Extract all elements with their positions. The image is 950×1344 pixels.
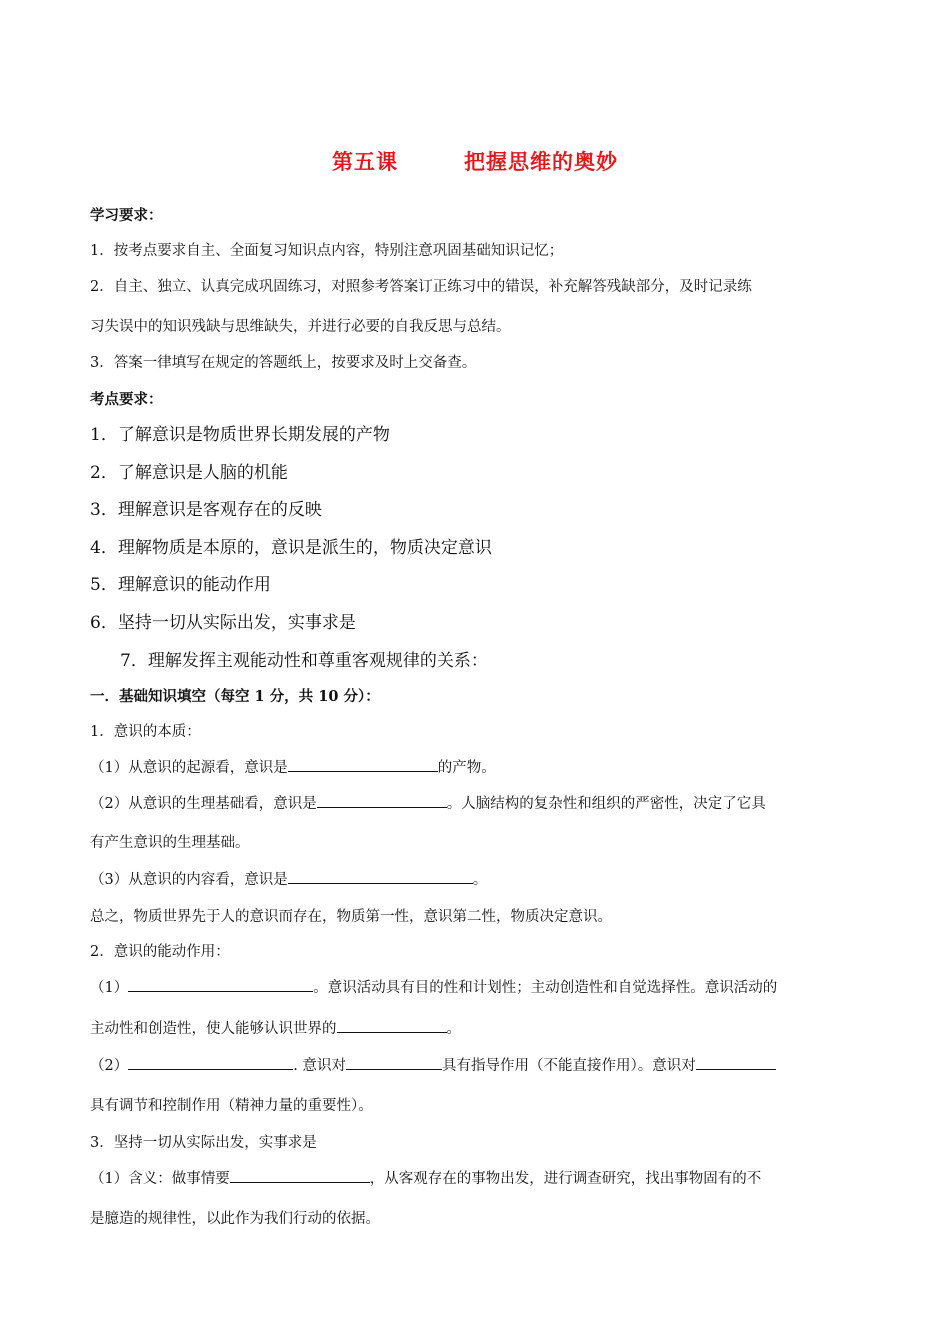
study-item-2-cont: 习失误中的知识残缺与思维缺失，并进行必要的自我反思与总结。 bbox=[90, 319, 511, 335]
answer-blank[interactable] bbox=[337, 1019, 447, 1033]
exam-item-1: 1．了解意识是物质世界长期发展的产物 bbox=[90, 425, 390, 445]
exam-item-5: 5．理解意识的能动作用 bbox=[90, 575, 271, 595]
answer-blank[interactable] bbox=[230, 1169, 370, 1183]
q3-title: 3．坚持一切从实际出发，实事求是 bbox=[90, 1135, 317, 1151]
study-item-3: 3．答案一律填写在规定的答题纸上，按要求及时上交备查。 bbox=[90, 355, 477, 371]
answer-blank[interactable] bbox=[317, 794, 447, 808]
q3-a: （1）含义：做事情要 ，从客观存在的事物出发，进行调查研究，找出事物固有的不 bbox=[90, 1171, 762, 1187]
q1-summary: 总之，物质世界先于人的意识而存在，物质第一性，意识第二性，物质决定意识。 bbox=[90, 909, 612, 925]
q1-a: （1）从意识的起源看，意识是 的产物。 bbox=[90, 760, 496, 776]
q2-b-cont: 具有调节和控制作用（精神力量的重要性）。 bbox=[90, 1098, 373, 1114]
q2-b: （2） . 意识对 具有指导作用（不能直接作用）。意识对 bbox=[90, 1054, 870, 1075]
study-heading: 学习要求： bbox=[90, 207, 163, 224]
q2-a: （1） 。意识活动具有目的性和计划性；主动创造性和自觉选择性。意识活动的 bbox=[90, 980, 778, 996]
q2-a-cont: 主动性和创造性，使人能够认识世界的 。 bbox=[90, 1021, 461, 1037]
q1-title: 1．意识的本质： bbox=[90, 724, 201, 740]
answer-blank[interactable] bbox=[346, 1056, 442, 1070]
answer-blank[interactable] bbox=[128, 978, 313, 992]
exam-item-3: 3．理解意识是客观存在的反映 bbox=[90, 500, 322, 520]
answer-blank[interactable] bbox=[696, 1056, 776, 1070]
exam-heading: 考点要求： bbox=[90, 391, 163, 408]
lesson-title: 把握思维的奥妙 bbox=[464, 149, 618, 174]
page-title bbox=[0, 146, 950, 176]
exam-item-6: 6．坚持一切从实际出发，实事求是 bbox=[90, 613, 356, 633]
q1-c: （3）从意识的内容看，意识是 。 bbox=[90, 872, 488, 888]
answer-blank[interactable] bbox=[128, 1056, 293, 1070]
section1-heading: 一．基础知识填空（每空 1 分，共 10 分）： bbox=[90, 688, 380, 705]
q3-a-cont: 是臆造的规律性，以此作为我们行动的依据。 bbox=[90, 1211, 380, 1227]
q1-b: （2）从意识的生理基础看，意识是 。人脑结构的复杂性和组织的严密性，决定了它具 bbox=[90, 796, 766, 812]
exam-item-2: 2．了解意识是人脑的机能 bbox=[90, 463, 288, 483]
study-item-2: 2．自主、独立、认真完成巩固练习，对照参考答案订正练习中的错误，补充解答残缺部分，及时记录练 bbox=[90, 279, 752, 295]
answer-blank[interactable] bbox=[288, 870, 473, 884]
q2-title: 2．意识的能动作用： bbox=[90, 944, 230, 960]
study-item-1: 1．按考点要求自主、全面复习知识点内容，特别注意巩固基础知识记忆； bbox=[90, 243, 564, 259]
q1-b-cont: 有产生意识的生理基础。 bbox=[90, 835, 250, 851]
answer-blank[interactable] bbox=[288, 758, 438, 772]
exam-item-4: 4．理解物质是本原的，意识是派生的，物质决定意识 bbox=[90, 538, 492, 558]
exam-item-7: 7．理解发挥主观能动性和尊重客观规律的关系： bbox=[120, 651, 488, 671]
lesson-number: 第五课 bbox=[332, 149, 398, 174]
